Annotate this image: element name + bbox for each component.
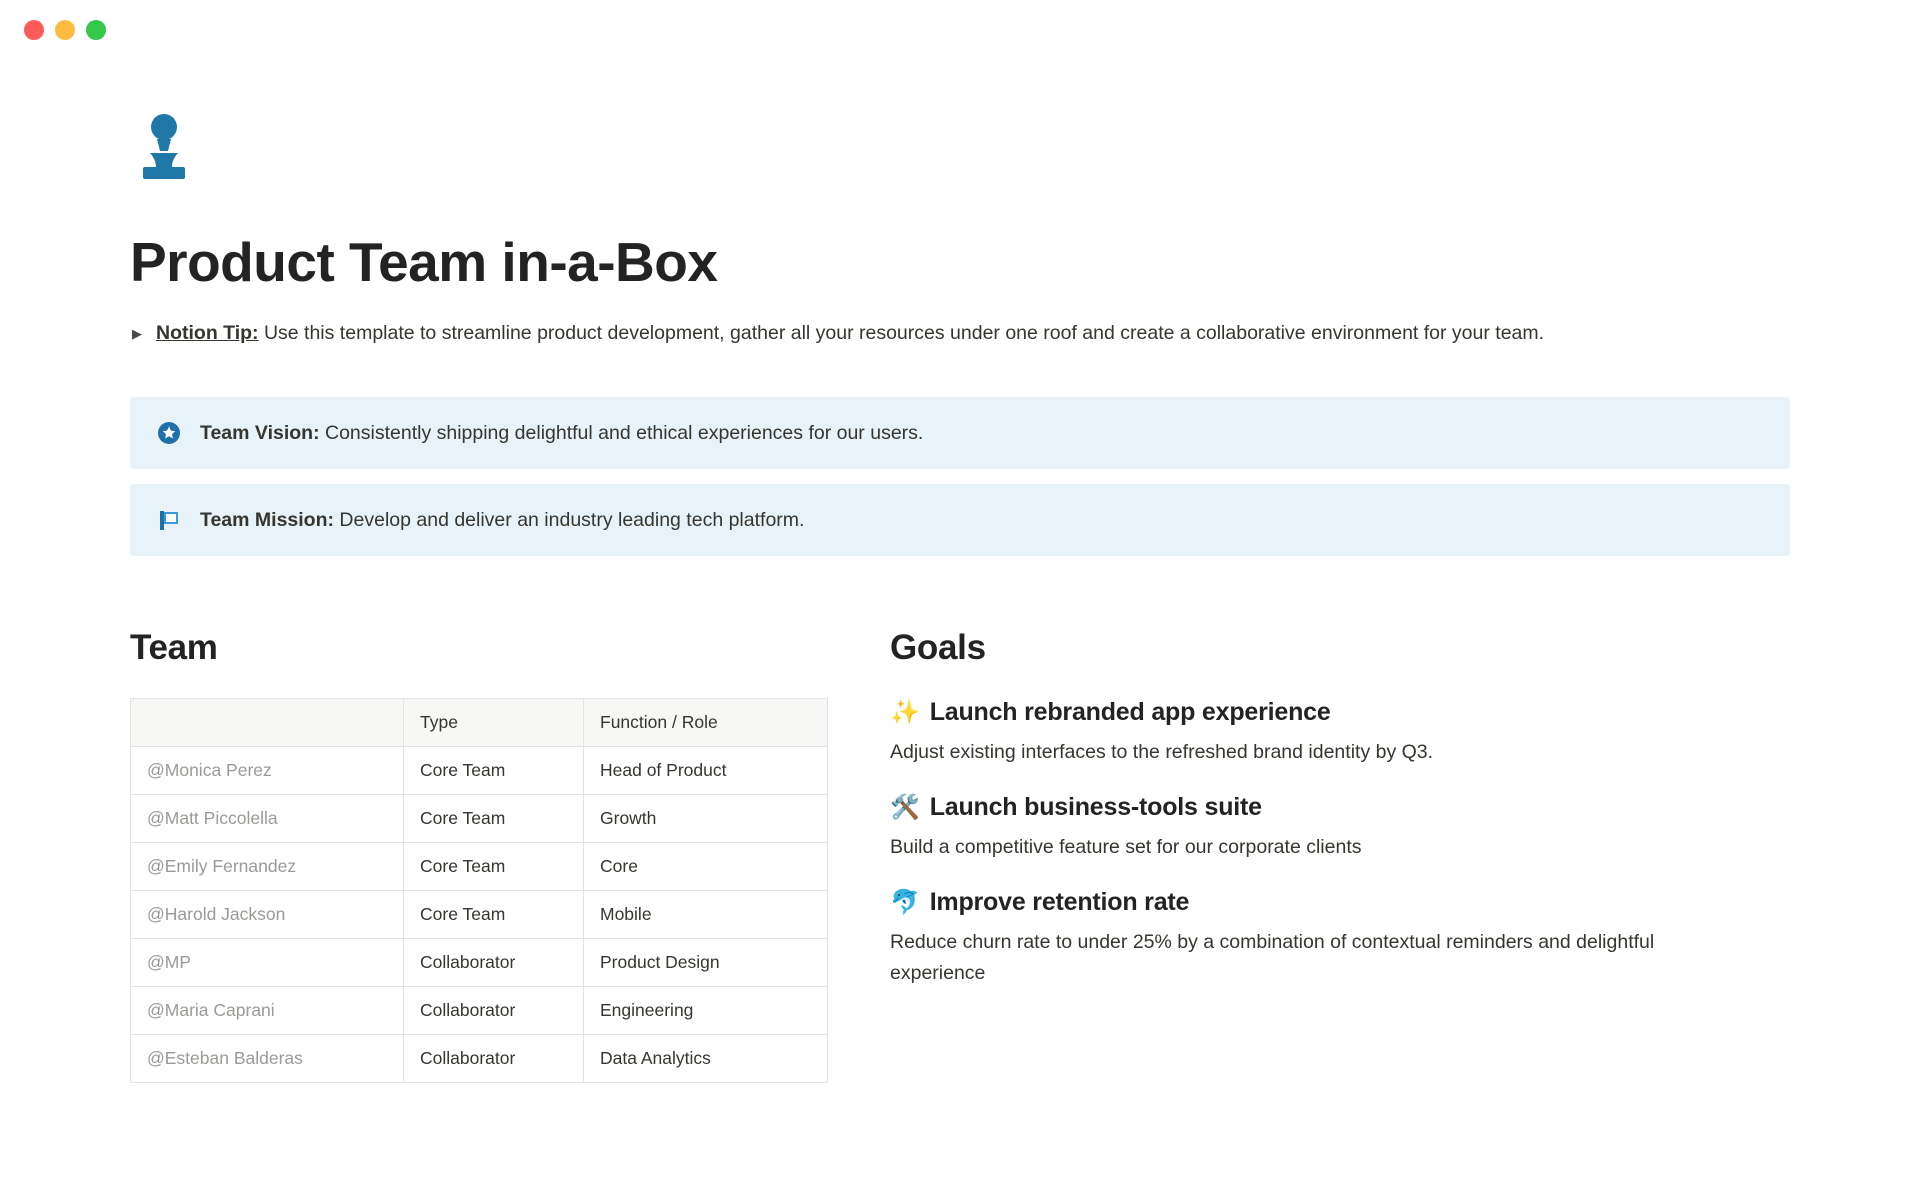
notion-tip-label: Notion Tip: bbox=[156, 321, 259, 344]
person-mention[interactable]: @Monica Perez bbox=[131, 747, 404, 795]
goal-title-row bbox=[890, 698, 1790, 727]
callout-team-mission-text bbox=[200, 506, 804, 534]
close-window-button[interactable] bbox=[24, 20, 44, 40]
goal-title-row bbox=[890, 888, 1790, 917]
callout-team-mission-body: Develop and deliver an industry leading tech platform. bbox=[334, 508, 805, 531]
table-row[interactable] bbox=[131, 843, 828, 891]
goals-column bbox=[890, 628, 1790, 1083]
person-role: Engineering bbox=[584, 987, 828, 1035]
page-content bbox=[0, 60, 1920, 1083]
person-mention[interactable]: @Emily Fernandez bbox=[131, 843, 404, 891]
column-header-role[interactable]: Function / Role bbox=[584, 699, 828, 747]
goal-description: Build a competitive feature set for our corporate clients bbox=[890, 836, 1362, 859]
goal-title: Launch rebranded app experience bbox=[929, 698, 1331, 727]
goal-title: Improve retention rate bbox=[929, 888, 1190, 917]
person-type: Collaborator bbox=[404, 987, 584, 1035]
person-type: Core Team bbox=[404, 795, 584, 843]
person-mention[interactable]: @Harold Jackson bbox=[131, 891, 404, 939]
callout-team-vision-text bbox=[200, 419, 923, 447]
table-row[interactable] bbox=[131, 939, 828, 987]
callout-team-mission bbox=[130, 484, 1790, 556]
team-table bbox=[130, 698, 828, 1083]
goal-item bbox=[890, 793, 1790, 862]
table-row[interactable] bbox=[131, 891, 828, 939]
person-mention[interactable]: @MP bbox=[131, 939, 404, 987]
window-titlebar bbox=[0, 0, 1920, 60]
table-row[interactable] bbox=[131, 747, 828, 795]
callout-team-mission-label: Team Mission: bbox=[200, 508, 334, 531]
table-row[interactable] bbox=[131, 987, 828, 1035]
notion-tip-toggle[interactable] bbox=[130, 319, 1790, 349]
dolphin-icon: 🐬 bbox=[890, 889, 920, 917]
two-column-layout bbox=[130, 628, 1790, 1083]
goal-description: Reduce churn rate to under 25% by a combination of contextual reminders and delightful experience bbox=[890, 931, 1655, 984]
hammer-and-wrench-icon: 🛠️ bbox=[890, 794, 920, 822]
person-type: Collaborator bbox=[404, 1035, 584, 1083]
page-title: Product Team in-a-Box bbox=[130, 231, 718, 293]
minimize-window-button[interactable] bbox=[55, 20, 75, 40]
callout-team-vision-body: Consistently shipping delightful and ethical experiences for our users. bbox=[319, 421, 924, 444]
goal-item bbox=[890, 888, 1790, 987]
person-role: Core bbox=[584, 843, 828, 891]
goal-title-row bbox=[890, 793, 1790, 822]
person-type: Core Team bbox=[404, 891, 584, 939]
goal-description: Adjust existing interfaces to the refreshed brand identity by Q3. bbox=[890, 741, 1434, 764]
column-header-type[interactable]: Type bbox=[404, 699, 584, 747]
goal-item bbox=[890, 698, 1790, 767]
person-type: Core Team bbox=[404, 843, 584, 891]
notion-tip-body: Use this template to streamline product development, gather all your resources under one roof and create a collaborative environment for your team. bbox=[258, 321, 1545, 344]
goal-title: Launch business-tools suite bbox=[929, 793, 1262, 822]
team-column bbox=[130, 628, 830, 1083]
table-header-row bbox=[131, 699, 828, 747]
person-type: Core Team bbox=[404, 747, 584, 795]
team-heading: Team bbox=[130, 628, 218, 668]
column-header-name[interactable] bbox=[131, 699, 404, 747]
person-role: Mobile bbox=[584, 891, 828, 939]
person-mention[interactable]: @Esteban Balderas bbox=[131, 1035, 404, 1083]
callout-team-vision-label: Team Vision: bbox=[200, 421, 320, 444]
person-mention[interactable]: @Matt Piccolella bbox=[131, 795, 404, 843]
person-role: Head of Product bbox=[584, 747, 828, 795]
person-role: Data Analytics bbox=[584, 1035, 828, 1083]
goals-heading: Goals bbox=[890, 628, 986, 668]
person-role: Growth bbox=[584, 795, 828, 843]
chess-pawn-icon[interactable] bbox=[130, 110, 198, 190]
flag-icon bbox=[156, 507, 182, 533]
person-role: Product Design bbox=[584, 939, 828, 987]
table-row[interactable] bbox=[131, 1035, 828, 1083]
person-mention[interactable]: @Maria Caprani bbox=[131, 987, 404, 1035]
person-type: Collaborator bbox=[404, 939, 584, 987]
star-badge-icon bbox=[156, 420, 182, 446]
chevron-right-icon[interactable]: ▶ bbox=[132, 325, 142, 341]
callout-team-vision bbox=[130, 397, 1790, 469]
maximize-window-button[interactable] bbox=[86, 20, 106, 40]
sparkles-icon: ✨ bbox=[890, 699, 920, 727]
table-row[interactable] bbox=[131, 795, 828, 843]
notion-tip-text bbox=[156, 319, 1544, 348]
